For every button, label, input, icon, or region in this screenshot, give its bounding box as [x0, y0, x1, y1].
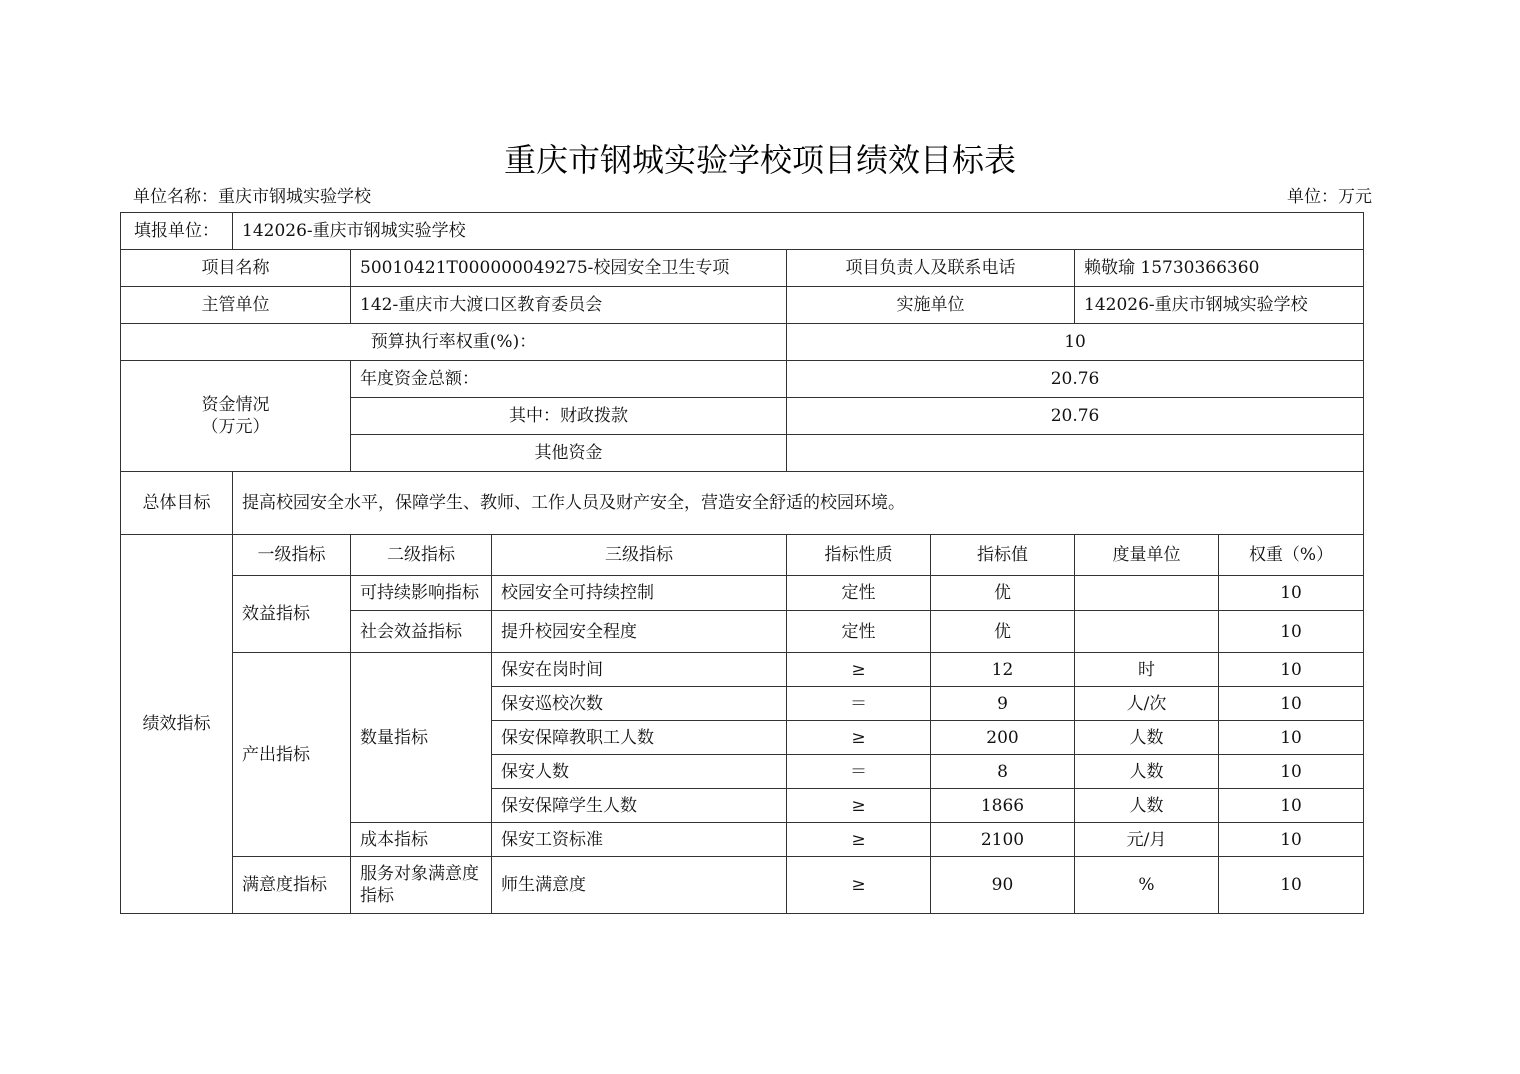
other-funds-value — [787, 435, 1364, 472]
indicator-name: 保安保障学生人数 — [492, 789, 787, 823]
indicator-name: 保安工资标准 — [492, 823, 787, 857]
indicator-unit: 人数 — [1075, 755, 1219, 789]
annual-total-label: 年度资金总额： — [351, 361, 787, 398]
indicator-nature: 定性 — [787, 576, 931, 611]
indicator-name: 师生满意度 — [492, 857, 787, 914]
indicator-unit: 元/月 — [1075, 823, 1219, 857]
indicator-name: 提升校园安全程度 — [492, 611, 787, 653]
header-weight: 权重（%） — [1219, 535, 1364, 576]
funds-label-line1: 资金情况 — [201, 395, 270, 415]
indicator-weight: 10 — [1219, 576, 1364, 611]
indicator-unit: 人/次 — [1075, 687, 1219, 721]
indicator-unit: 人数 — [1075, 789, 1219, 823]
annual-total-value: 20.76 — [787, 361, 1364, 398]
indicator-nature: ＝ — [787, 687, 931, 721]
leader-value: 赖敬瑜 15730366360 — [1075, 250, 1364, 287]
indicator-nature: ≥ — [787, 721, 931, 755]
page-title: 重庆市钢城实验学校项目绩效目标表 — [503, 141, 1016, 179]
indicator-value: 优 — [931, 611, 1075, 653]
group-satisfaction: 满意度指标 — [233, 857, 351, 914]
project-name-label: 项目名称 — [121, 250, 351, 287]
indicator-name: 保安在岗时间 — [492, 653, 787, 687]
budget-weight-label: 预算执行率权重(%)： — [121, 324, 787, 361]
fiscal-value: 20.76 — [787, 398, 1364, 435]
header-level2: 二级指标 — [351, 535, 492, 576]
indicator-value: 2100 — [931, 823, 1075, 857]
group-output: 产出指标 — [233, 653, 351, 857]
indicator-unit: 时 — [1075, 653, 1219, 687]
indicator-nature: ≥ — [787, 789, 931, 823]
indicator-unit: % — [1075, 857, 1219, 914]
indicator-value: 200 — [931, 721, 1075, 755]
other-funds-label: 其他资金 — [351, 435, 787, 472]
reporting-unit-value: 142026-重庆市钢城实验学校 — [233, 213, 1364, 250]
subgroup-social: 社会效益指标 — [351, 611, 492, 653]
performance-target-table — [120, 212, 1364, 914]
leader-label: 项目负责人及联系电话 — [787, 250, 1075, 287]
funds-label — [121, 361, 351, 472]
table-row — [121, 653, 1364, 687]
header-level1: 一级指标 — [233, 535, 351, 576]
subgroup-service: 服务对象满意度指标 — [351, 857, 492, 914]
indicator-weight: 10 — [1219, 755, 1364, 789]
indicator-value: 9 — [931, 687, 1075, 721]
indicator-weight: 10 — [1219, 823, 1364, 857]
indicator-name: 保安巡校次数 — [492, 687, 787, 721]
subgroup-cost: 成本指标 — [351, 823, 492, 857]
indicator-value: 8 — [931, 755, 1075, 789]
project-name-value: 50010421T000000049275-校园安全卫生专项 — [351, 250, 787, 287]
indicator-weight: 10 — [1219, 653, 1364, 687]
table-row — [121, 576, 1364, 611]
header-unit: 度量单位 — [1075, 535, 1219, 576]
indicator-unit — [1075, 611, 1219, 653]
table-row — [121, 857, 1364, 914]
reporting-unit-label: 填报单位： — [121, 213, 233, 250]
indicator-nature: ＝ — [787, 755, 931, 789]
performance-label: 绩效指标 — [121, 535, 233, 914]
subgroup-sustainable: 可持续影响指标 — [351, 576, 492, 611]
indicator-value: 12 — [931, 653, 1075, 687]
indicator-value: 90 — [931, 857, 1075, 914]
indicator-name: 保安人数 — [492, 755, 787, 789]
budget-weight-value: 10 — [787, 324, 1364, 361]
indicator-nature: 定性 — [787, 611, 931, 653]
currency-unit: 单位：万元 — [1287, 187, 1372, 207]
indicator-nature: ≥ — [787, 653, 931, 687]
header-level3: 三级指标 — [492, 535, 787, 576]
overall-goal-value: 提高校园安全水平，保障学生、教师、工作人员及财产安全，营造安全舒适的校园环境。 — [233, 472, 1364, 535]
indicator-nature: ≥ — [787, 857, 931, 914]
fiscal-label: 其中：财政拨款 — [351, 398, 787, 435]
indicator-weight: 10 — [1219, 789, 1364, 823]
supervisor-value: 142-重庆市大渡口区教育委员会 — [351, 287, 787, 324]
indicator-weight: 10 — [1219, 721, 1364, 755]
indicator-name: 校园安全可持续控制 — [492, 576, 787, 611]
indicator-unit — [1075, 576, 1219, 611]
indicator-value: 1866 — [931, 789, 1075, 823]
indicator-weight: 10 — [1219, 857, 1364, 914]
funds-label-line2: （万元） — [201, 417, 270, 437]
overall-goal-label: 总体目标 — [121, 472, 233, 535]
header-nature: 指标性质 — [787, 535, 931, 576]
indicator-name: 保安保障教职工人数 — [492, 721, 787, 755]
indicator-nature: ≥ — [787, 823, 931, 857]
header-value: 指标值 — [931, 535, 1075, 576]
indicator-value: 优 — [931, 576, 1075, 611]
implementer-label: 实施单位 — [787, 287, 1075, 324]
indicator-weight: 10 — [1219, 611, 1364, 653]
supervisor-label: 主管单位 — [121, 287, 351, 324]
implementer-value: 142026-重庆市钢城实验学校 — [1075, 287, 1364, 324]
group-benefit: 效益指标 — [233, 576, 351, 653]
indicator-unit: 人数 — [1075, 721, 1219, 755]
unit-name: 单位名称：重庆市钢城实验学校 — [133, 187, 371, 207]
indicator-weight: 10 — [1219, 687, 1364, 721]
subgroup-quantity: 数量指标 — [351, 653, 492, 823]
